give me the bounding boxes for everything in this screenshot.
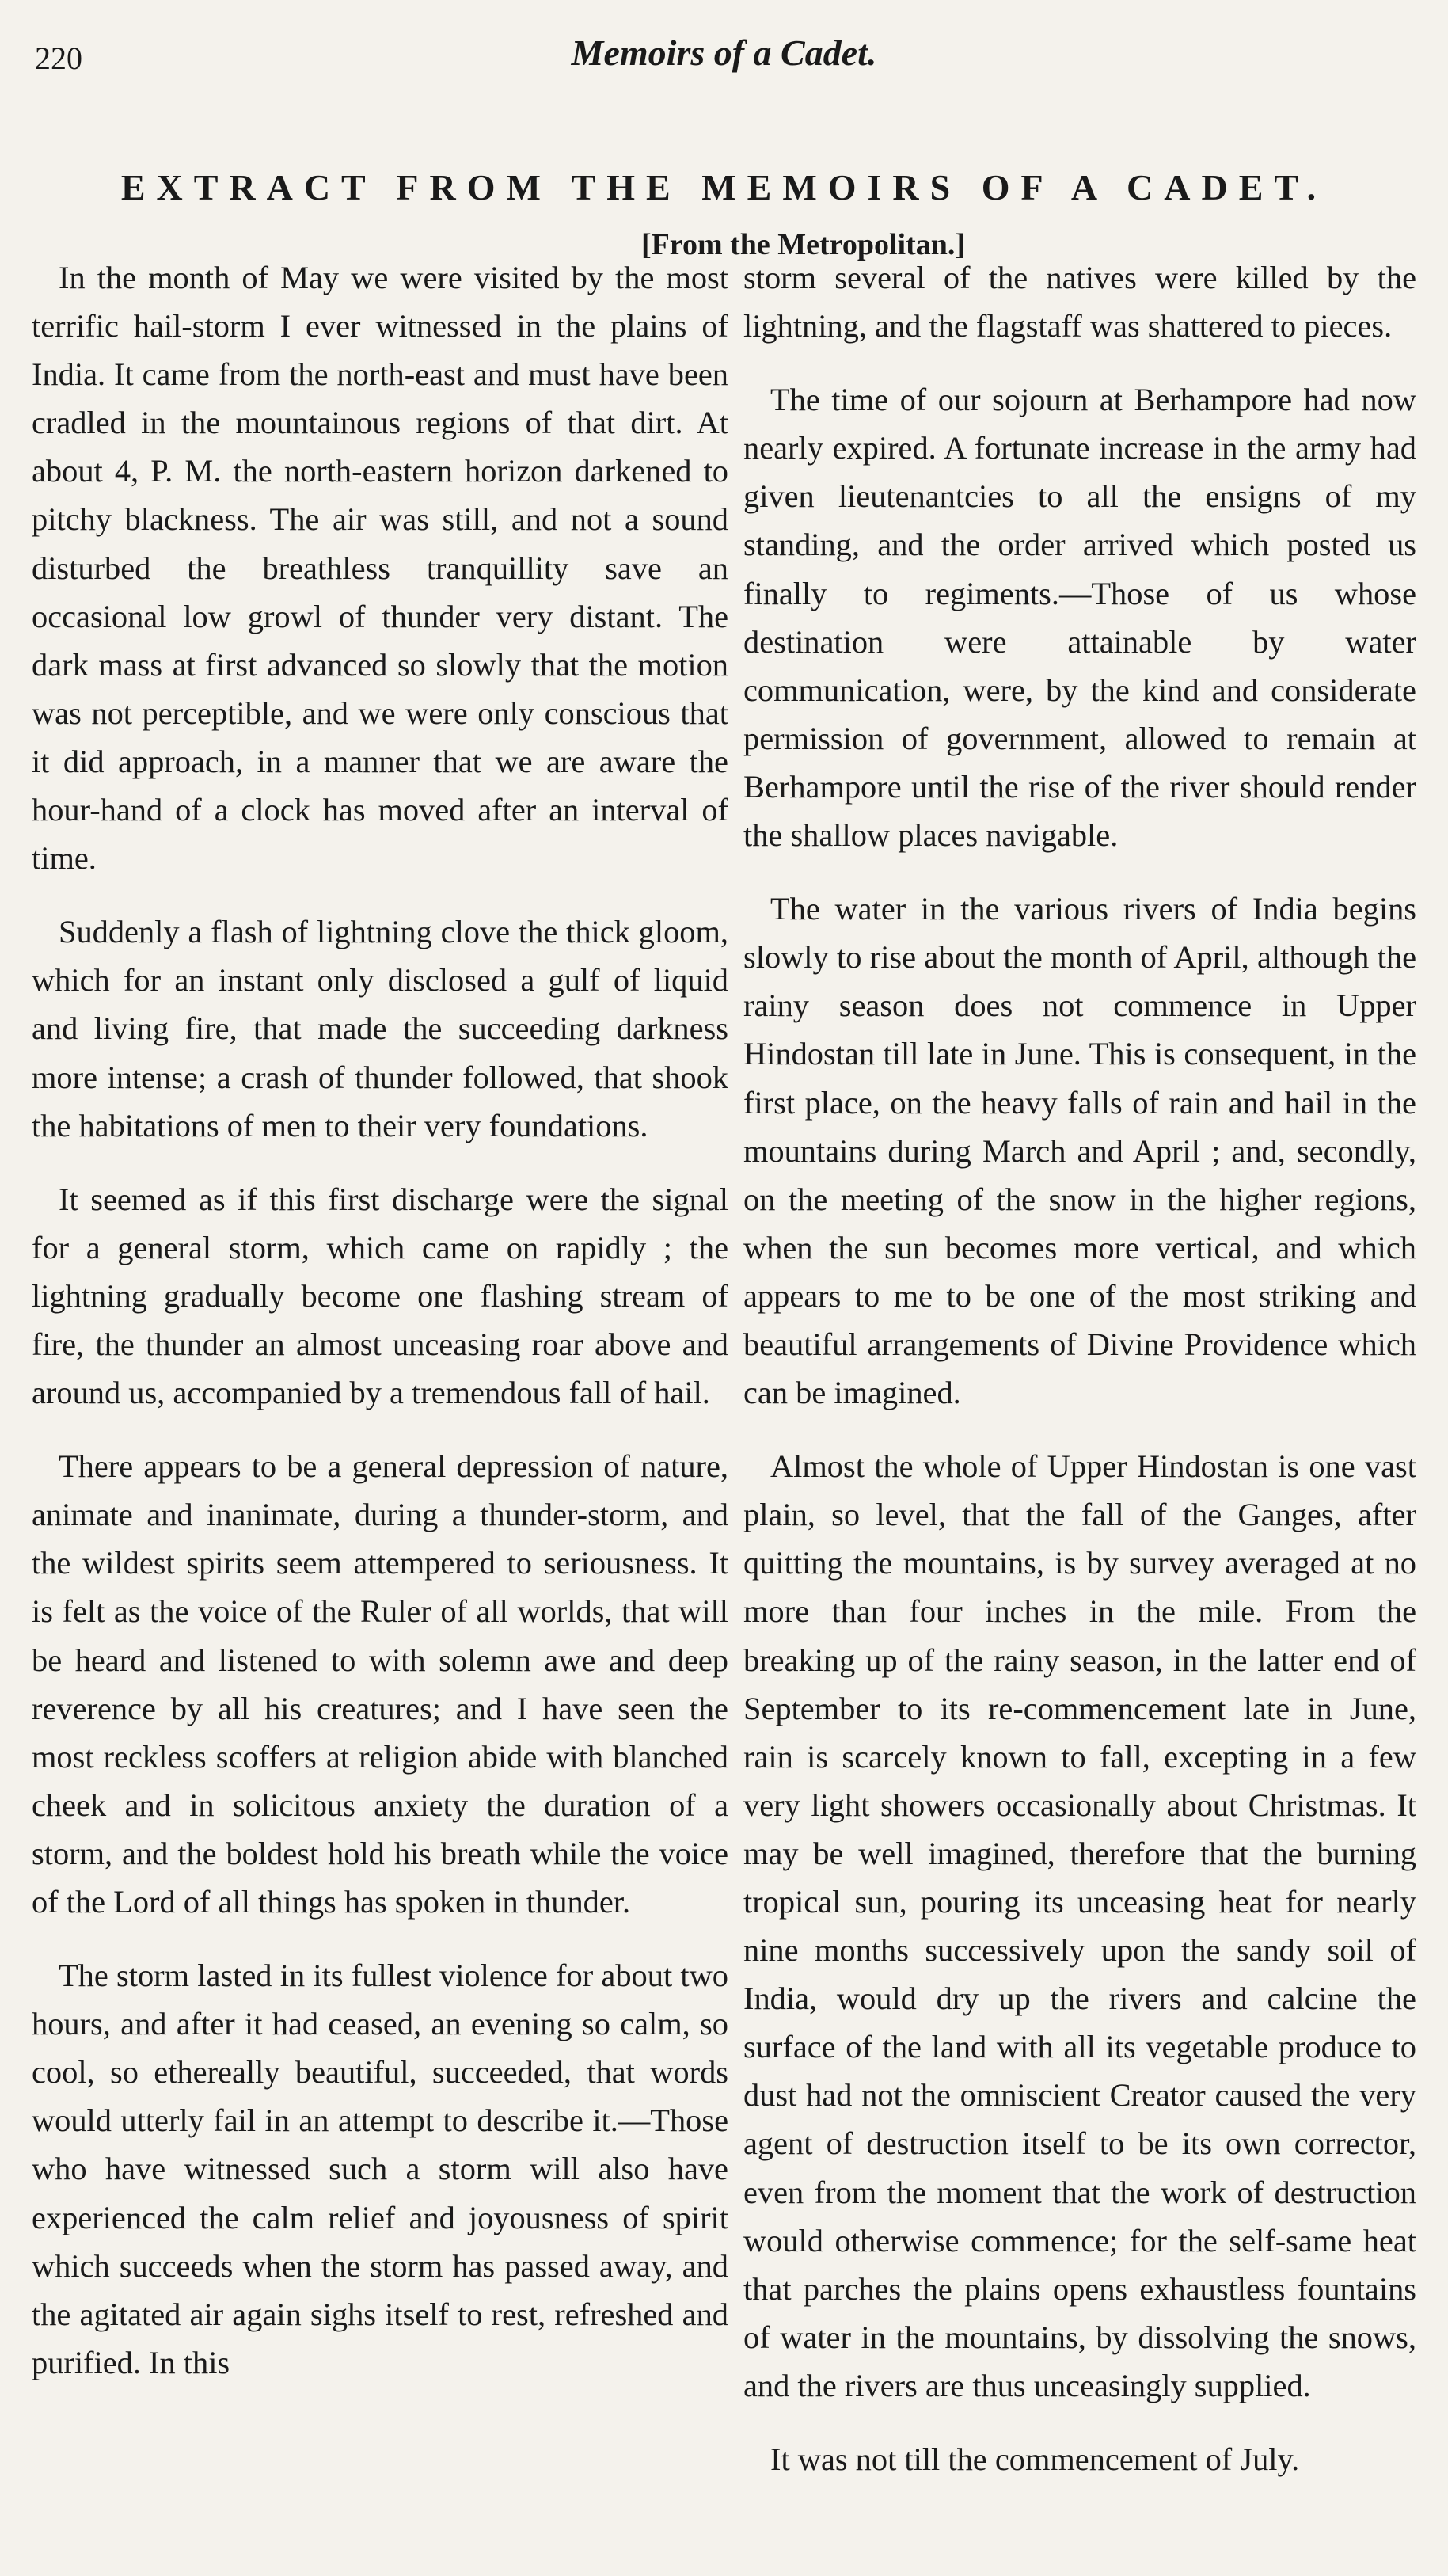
paragraph: In the month of May we were visited by the most terrific hail-storm I ever witnessed in the plains of India. It came from the north-east and must have been cradled in the mountainous regions of that dirt. At about 4, P. M. the north-eastern horizon darkened to pitchy blackness. The air was still, and not a sound disturbed the breathless tranquillity save an occasional low growl of thunder very distant. The dark mass at first advanced so slowly that the motion was not perceptible, and we were only conscious that it did approach, in a manner that we are aware the hour-hand of a clock has moved after an interval of time. [32,260,728,877]
paragraph: There appears to be a general depression of nature, animate and inanimate, during a thunder-storm, and the wildest spirits seem attempered to seriousness. It is felt as the voice of the Ruler of all worlds, that will be heard and listened to with solemn awe and deep reverence by all his creatures; and I have seen the most reckless scoffers at religion abide with blanched cheek and in solicitous anxiety the duration of a storm, and the boldest hold his breath while the voice of the Lord of all things has spoken in thunder. [32,1448,728,1920]
running-head [32,32,1416,87]
right-column [743,253,1416,2483]
running-title: Memoirs of a Cadet. [571,32,877,73]
paragraph: It seemed as if this first discharge were the signal for a general storm, which came on rapidly ; the lightning gradually become one flashing stream of fire, the thunder an almost unceasing roar above and around us, accompanied by a tremendous fall of hail. [32,1181,728,1411]
paragraph: storm several of the natives were killed by the lightning, and the flagstaff was shattered to pieces. [743,260,1416,344]
paragraph: Suddenly a flash of lightning clove the thick gloom, which for an instant only disclosed a gulf of liquid and living fire, that made the succeeding darkness more intense; a crash of thunder followed, that shook the habitations of men to their very foundations. [32,914,728,1143]
left-column [32,253,728,2483]
article-source: [From the Metropolitan.] [640,228,966,261]
paragraph: The water in the various rivers of India begins slowly to rise about the month of April, although the rainy season does not commence in Upper Hindostan till late in June. This is consequent, in the first place, on the heavy falls of rain and hail in the mountains during March and April ; and, secondly, on the meeting of the snow in the higher regions, when the sun becomes more vertical, and which appears to me to be one of the most striking and beautiful arrangements of Divine Providence which can be imagined. [743,891,1416,1411]
article-title: EXTRACT FROM THE MEMOIRS OF A CADET. [120,167,1328,207]
paragraph: The storm lasted in its fullest violence for about two hours, and after it had ceased, an evening so calm, so cool, so ethereally beautiful, succeeded, that words would utterly fail in an attempt to describe it.—Those who have witnessed such a storm will also have experienced the calm relief and joyousness of spirit which succeeds when the storm has passed away, and the agitated air again sighs itself to rest, refreshed and purified. In this [32,1958,728,2380]
paragraph: Almost the whole of Upper Hindostan is one vast plain, so level, that the fall of the Ganges, after quitting the mountains, is by survey averaged at no more than four inches in the mile. From the breaking up of the rainy season, in the latter end of September to its re-commencement late in June, rain is scarcely known to fall, excepting in a few very light showers occasionally about Christmas. It may be well imagined, therefore that the burning tropical sun, pouring its unceasing heat for nearly nine months successively upon the sandy soil of India, would dry up the rivers and calcine the surface of the land with all its vegetable produce to dust had not the omniscient Creator caused the very agent of destruction itself to be its own corrector, even from the moment that the work of destruction would otherwise commence; for the self-same heat that parches the plains opens exhaustless fountains of water in the mountains, by dissolving the snows, and the rivers are thus unceasingly supplied. [743,1448,1416,2403]
text-columns [32,253,1416,2483]
page-number: 220 [35,40,82,76]
paragraph: It was not till the commencement of July. [770,2441,1300,2478]
paragraph: The time of our sojourn at Berhampore had now nearly expired. A fortunate increase in the army had given lieutenantcies to all the ensigns of my standing, and the order arrived which posted us finally to regiments.—Those of us whose destination were attainable by water communication, were, by the kind and considerate permission of government, allowed to remain at Berhampore until the rise of the river should render the shallow places navigable. [743,382,1416,854]
